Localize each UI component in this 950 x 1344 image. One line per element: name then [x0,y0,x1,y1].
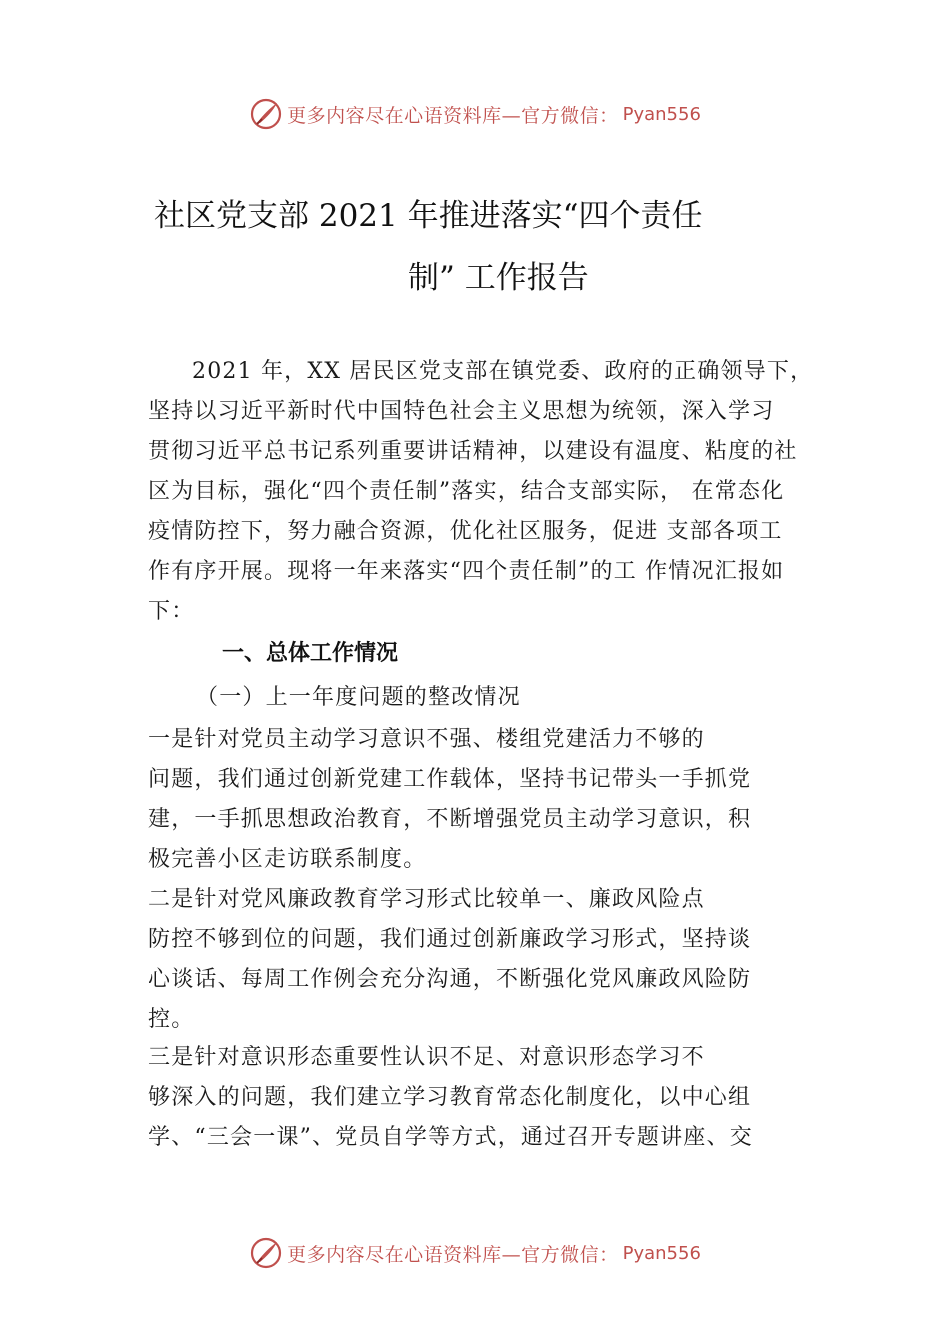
intro-line: 作有序开展。现将一年来落实“四个责任制”的工 作情况汇报如 [148,559,785,584]
body-line: 控。 [148,1007,195,1032]
quill-logo-icon [249,1236,283,1270]
subsection-heading: （一）上一年度问题的整改情况 [196,685,521,710]
body-line: 问题，我们通过创新党建工作载体，坚持书记带头一手抓党 [148,767,752,792]
watermark-text: 更多内容尽在心语资料库—官方微信： [287,1243,619,1266]
watermark-wechat-id: Pyan556 [622,103,701,125]
document-title-line1: 社区党支部 2021 年推进落实“四个责任 [154,198,703,234]
intro-line: 下： [148,599,195,624]
body-line: 二是针对党风廉政教育学习形式比较单一、廉政风险点 [148,887,705,912]
intro-line: 贯彻习近平总书记系列重要讲话精神，以建设有温度、粘度的社 [148,439,798,464]
intro-line: 疫情防控下，努力融合资源，优化社区服务，促进 支部各项工 [148,519,783,544]
watermark-header [0,94,950,134]
intro-line: 坚持以习近平新时代中国特色社会主义思想为统领，深入学习 [148,399,775,424]
body-line: 够深入的问题，我们建立学习教育常态化制度化，以中心组 [148,1085,752,1110]
section-heading: 一、总体工作情况 [222,641,399,666]
watermark-footer [0,1233,950,1273]
body-line: 极完善小区走访联系制度。 [148,847,427,872]
document-title-line2: 制” 工作报告 [408,260,589,296]
body-line: 一是针对党员主动学习意识不强、楼组党建活力不够的 [148,727,705,752]
intro-line: 区为目标，强化“四个责任制”落实，结合支部实际， 在常态化 [148,479,785,504]
body-line: 防控不够到位的问题，我们通过创新廉政学习形式，坚持谈 [148,927,752,952]
body-line: 心谈话、每周工作例会充分沟通，不断强化党风廉政风险防 [148,967,752,992]
quill-logo-icon [249,97,283,131]
body-line: 建，一手抓思想政治教育，不断增强党员主动学习意识，积 [148,807,752,832]
watermark-wechat-id: Pyan556 [622,1242,701,1264]
body-line: 三是针对意识形态重要性认识不足、对意识形态学习不 [148,1045,705,1070]
intro-line: 2021 年，XX 居民区党支部在镇党委、政府的正确领导下， [192,359,814,384]
body-line: 学、“三会一课”、党员自学等方式，通过召开专题讲座、交 [148,1125,753,1150]
watermark-text: 更多内容尽在心语资料库—官方微信： [287,104,619,127]
